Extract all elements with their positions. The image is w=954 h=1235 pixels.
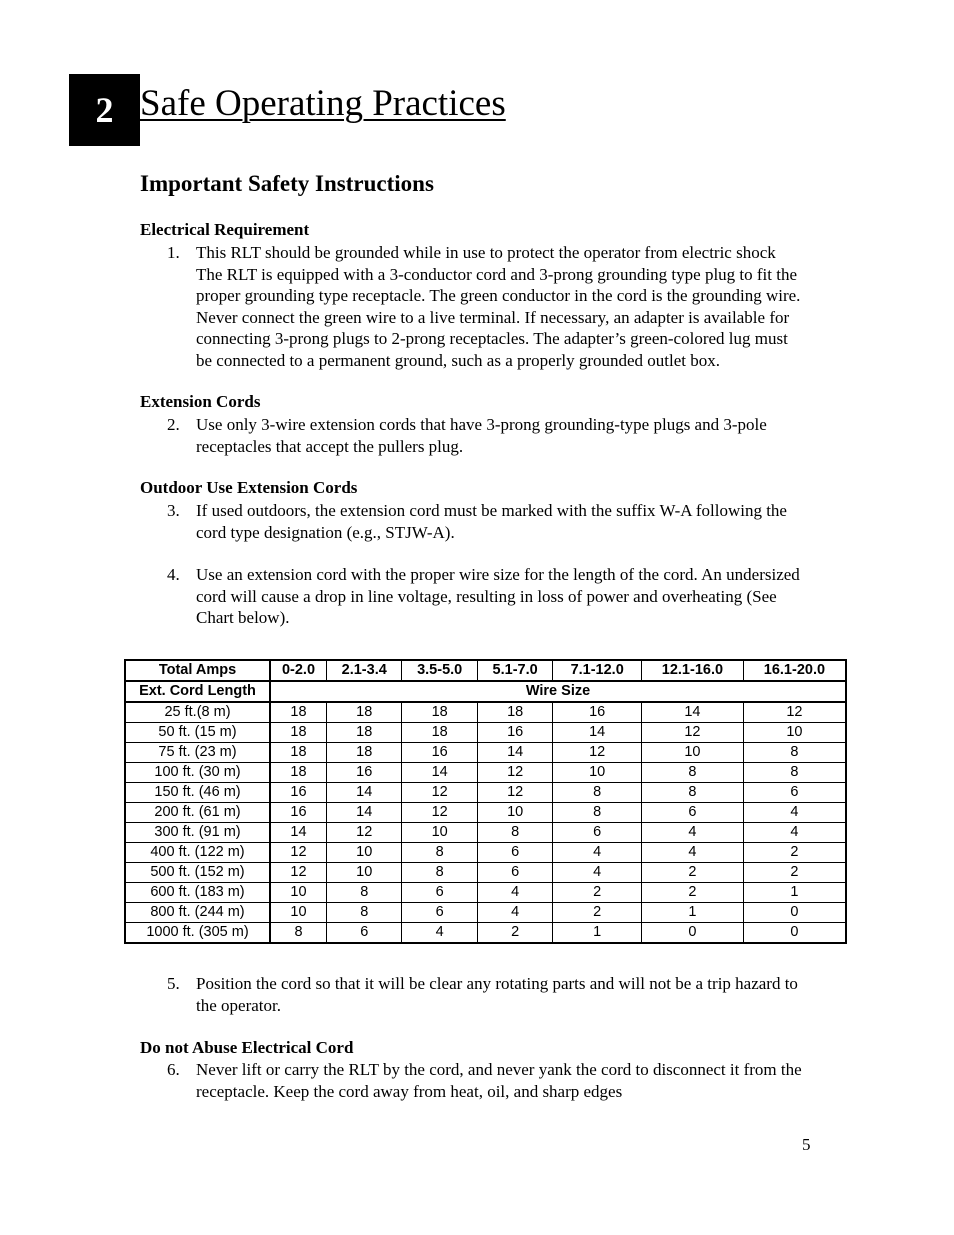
section-title: Important Safety Instructions (140, 171, 434, 196)
wire-size-cell: 4 (477, 883, 552, 903)
item-number: 1. (167, 243, 180, 262)
text-line: cord will cause a drop in line voltage, resulting in loss of power and overheating (See (196, 586, 777, 606)
wire-size-cell: 10 (270, 903, 327, 923)
heading-electrical-requirement: Electrical Requirement (140, 220, 310, 239)
text-line: be connected to a permanent ground, such as a properly grounded outlet box. (196, 350, 721, 370)
wire-size-cell: 6 (553, 823, 642, 843)
item-number: 6. (167, 1060, 180, 1079)
text-line: Chart below). (196, 608, 290, 628)
cord-length-cell: 150 ft. (46 m) (125, 783, 270, 803)
wire-size-cell: 14 (270, 823, 327, 843)
text-line: Use only 3-wire extension cords that have 3-prong grounding-type plugs and 3-pole (196, 415, 767, 434)
wire-size-cell: 10 (402, 823, 477, 843)
instruction-item-6 (167, 1059, 877, 1102)
table-row (125, 763, 846, 783)
item-text (196, 414, 877, 457)
text-line: the operator. (196, 995, 281, 1015)
wire-size-cell: 8 (270, 923, 327, 944)
wire-size-cell: 18 (327, 743, 402, 763)
cord-length-cell: 200 ft. (61 m) (125, 803, 270, 823)
wire-size-cell: 6 (642, 803, 744, 823)
wire-size-cell: 12 (743, 702, 846, 723)
wire-size-cell: 2 (743, 843, 846, 863)
wire-size-cell: 8 (553, 783, 642, 803)
amps-range: 5.1-7.0 (477, 660, 552, 681)
wire-size-cell: 0 (642, 923, 744, 944)
wire-size-cell: 2 (553, 883, 642, 903)
amps-range: 2.1-3.4 (327, 660, 402, 681)
wire-size-cell: 12 (270, 863, 327, 883)
text-line: connecting 3-prong plugs to 2-prong receptacles. The adapter’s green-colored lug must (196, 329, 788, 349)
chapter-number: 2 (95, 90, 114, 130)
amps-label: Total Amps (125, 660, 270, 681)
wire-size-cell: 16 (327, 763, 402, 783)
amps-range: 16.1-20.0 (743, 660, 846, 681)
wire-size-cell: 8 (327, 903, 402, 923)
wire-size-cell: 4 (743, 803, 846, 823)
wire-size-cell: 6 (327, 923, 402, 944)
wire-size-cell: 4 (477, 903, 552, 923)
wire-size-cell: 14 (477, 743, 552, 763)
cord-length-cell: 600 ft. (183 m) (125, 883, 270, 903)
wire-size-cell: 4 (402, 923, 477, 944)
wire-size-cell: 10 (743, 723, 846, 743)
wire-size-cell: 6 (477, 863, 552, 883)
wire-size-cell: 16 (553, 702, 642, 723)
wire-size-cell: 1 (743, 883, 846, 903)
item-number: 4. (167, 565, 180, 584)
amps-range: 3.5-5.0 (402, 660, 477, 681)
wire-size-cell: 18 (402, 702, 477, 723)
instruction-item-1 (167, 242, 877, 372)
wire-size-cell: 4 (642, 823, 744, 843)
amps-range: 7.1-12.0 (553, 660, 642, 681)
amps-range: 0-2.0 (270, 660, 327, 681)
amps-range: 12.1-16.0 (642, 660, 744, 681)
heading-do-not-abuse: Do not Abuse Electrical Cord (140, 1038, 354, 1057)
wire-size-cell: 18 (327, 702, 402, 723)
text-line: This RLT should be grounded while in use to protect the operator from electric shock (196, 243, 776, 262)
wire-size-cell: 6 (477, 843, 552, 863)
wire-size-cell: 10 (327, 863, 402, 883)
wire-size-cell: 14 (402, 763, 477, 783)
cord-length-cell: 300 ft. (91 m) (125, 823, 270, 843)
wire-size-cell: 8 (402, 863, 477, 883)
wire-size-cell: 18 (270, 702, 327, 723)
wire-size-cell: 12 (402, 803, 477, 823)
cord-length-cell: 1000 ft. (305 m) (125, 923, 270, 944)
wire-size-cell: 6 (402, 883, 477, 903)
cord-length-cell: 50 ft. (15 m) (125, 723, 270, 743)
wire-size-cell: 8 (327, 883, 402, 903)
length-header-row (125, 681, 846, 702)
wire-size-cell: 8 (743, 763, 846, 783)
wire-size-cell: 18 (402, 723, 477, 743)
text-line: Use an extension cord with the proper wire size for the length of the cord. An undersized (196, 565, 800, 584)
wire-size-cell: 8 (553, 803, 642, 823)
item-text (196, 500, 877, 543)
chapter-title: Safe Operating Practices (140, 83, 506, 124)
wire-size-cell: 10 (327, 843, 402, 863)
wire-size-cell: 18 (270, 743, 327, 763)
wire-size-cell: 6 (743, 783, 846, 803)
item-text (196, 973, 877, 1016)
text-line: If used outdoors, the extension cord must be marked with the suffix W-A following the (196, 501, 787, 520)
cord-length-cell: 25 ft.(8 m) (125, 702, 270, 723)
wire-size-cell: 12 (642, 723, 744, 743)
wire-size-cell: 4 (553, 863, 642, 883)
wire-size-table (124, 659, 847, 944)
text-line: receptacle. Keep the cord away from heat, oil, and sharp edges (196, 1081, 623, 1101)
table-row (125, 723, 846, 743)
wire-size-cell: 2 (553, 903, 642, 923)
wire-size-cell: 12 (402, 783, 477, 803)
wire-size-cell: 6 (402, 903, 477, 923)
wire-size-cell: 8 (743, 743, 846, 763)
wire-size-cell: 2 (642, 863, 744, 883)
table-row (125, 843, 846, 863)
text-line: Never connect the green wire to a live terminal. If necessary, an adapter is available for (196, 307, 790, 327)
heading-outdoor-use: Outdoor Use Extension Cords (140, 478, 358, 497)
wire-size-cell: 10 (642, 743, 744, 763)
wire-size-cell: 12 (477, 783, 552, 803)
table-row (125, 803, 846, 823)
instruction-item-3 (167, 500, 877, 543)
wire-size-cell: 16 (402, 743, 477, 763)
cord-length-cell: 500 ft. (152 m) (125, 863, 270, 883)
wire-size-cell: 12 (327, 823, 402, 843)
table-row (125, 823, 846, 843)
wire-size-cell: 1 (553, 923, 642, 944)
wire-size-cell: 14 (642, 702, 744, 723)
wire-size-cell: 16 (270, 803, 327, 823)
text-line: receptacles that accept the pullers plug. (196, 436, 464, 456)
table-row (125, 903, 846, 923)
wire-size-cell: 16 (270, 783, 327, 803)
table-row (125, 863, 846, 883)
chapter-number-box (69, 74, 140, 146)
wire-size-cell: 4 (553, 843, 642, 863)
wire-size-cell: 14 (327, 803, 402, 823)
wire-size-cell: 10 (553, 763, 642, 783)
cord-length-cell: 75 ft. (23 m) (125, 743, 270, 763)
table-row (125, 783, 846, 803)
wire-size-cell: 4 (642, 843, 744, 863)
wire-size-cell: 2 (743, 863, 846, 883)
wire-size-cell: 8 (642, 783, 744, 803)
page-number: 5 (802, 1135, 811, 1154)
table-row (125, 883, 846, 903)
wire-size-cell: 8 (642, 763, 744, 783)
text-line: cord type designation (e.g., STJW-A). (196, 522, 455, 542)
wire-size-cell: 16 (477, 723, 552, 743)
item-number: 3. (167, 501, 180, 520)
wire-size-cell: 14 (327, 783, 402, 803)
text-line: proper grounding type receptacle. The green conductor in the cord is the grounding wire. (196, 286, 801, 306)
heading-extension-cords: Extension Cords (140, 392, 261, 411)
wire-size-cell: 18 (477, 702, 552, 723)
cord-length-cell: 100 ft. (30 m) (125, 763, 270, 783)
instruction-item-2 (167, 414, 877, 457)
cord-length-cell: 800 ft. (244 m) (125, 903, 270, 923)
table-row (125, 702, 846, 723)
wire-size-cell: 0 (743, 923, 846, 944)
wire-size-label: Wire Size (270, 681, 846, 702)
item-text (196, 1059, 877, 1102)
wire-size-cell: 2 (477, 923, 552, 944)
wire-size-cell: 18 (270, 763, 327, 783)
wire-size-cell: 8 (402, 843, 477, 863)
wire-size-cell: 8 (477, 823, 552, 843)
text-line: Position the cord so that it will be clear any rotating parts and will not be a trip hazard to (196, 974, 798, 993)
text-line: Never lift or carry the RLT by the cord, and never yank the cord to disconnect it from the (196, 1060, 802, 1079)
length-label: Ext. Cord Length (125, 681, 270, 702)
instruction-item-5 (167, 973, 877, 1016)
instruction-item-4 (167, 564, 877, 629)
wire-size-cell: 18 (327, 723, 402, 743)
wire-size-cell: 12 (270, 843, 327, 863)
wire-size-cell: 14 (553, 723, 642, 743)
table-row (125, 923, 846, 944)
item-number: 5. (167, 974, 180, 993)
item-text (196, 564, 877, 629)
wire-size-cell: 4 (743, 823, 846, 843)
table-row (125, 743, 846, 763)
wire-size-cell: 12 (477, 763, 552, 783)
cord-length-cell: 400 ft. (122 m) (125, 843, 270, 863)
wire-size-cell: 0 (743, 903, 846, 923)
wire-size-cell: 12 (553, 743, 642, 763)
wire-size-cell: 10 (477, 803, 552, 823)
wire-size-cell: 1 (642, 903, 744, 923)
item-number: 2. (167, 415, 180, 434)
amps-header-row (125, 660, 846, 681)
item-text (196, 242, 877, 372)
text-line: The RLT is equipped with a 3-conductor cord and 3-prong grounding type plug to fit the (196, 264, 798, 284)
wire-size-cell: 10 (270, 883, 327, 903)
wire-size-cell: 2 (642, 883, 744, 903)
wire-size-cell: 18 (270, 723, 327, 743)
